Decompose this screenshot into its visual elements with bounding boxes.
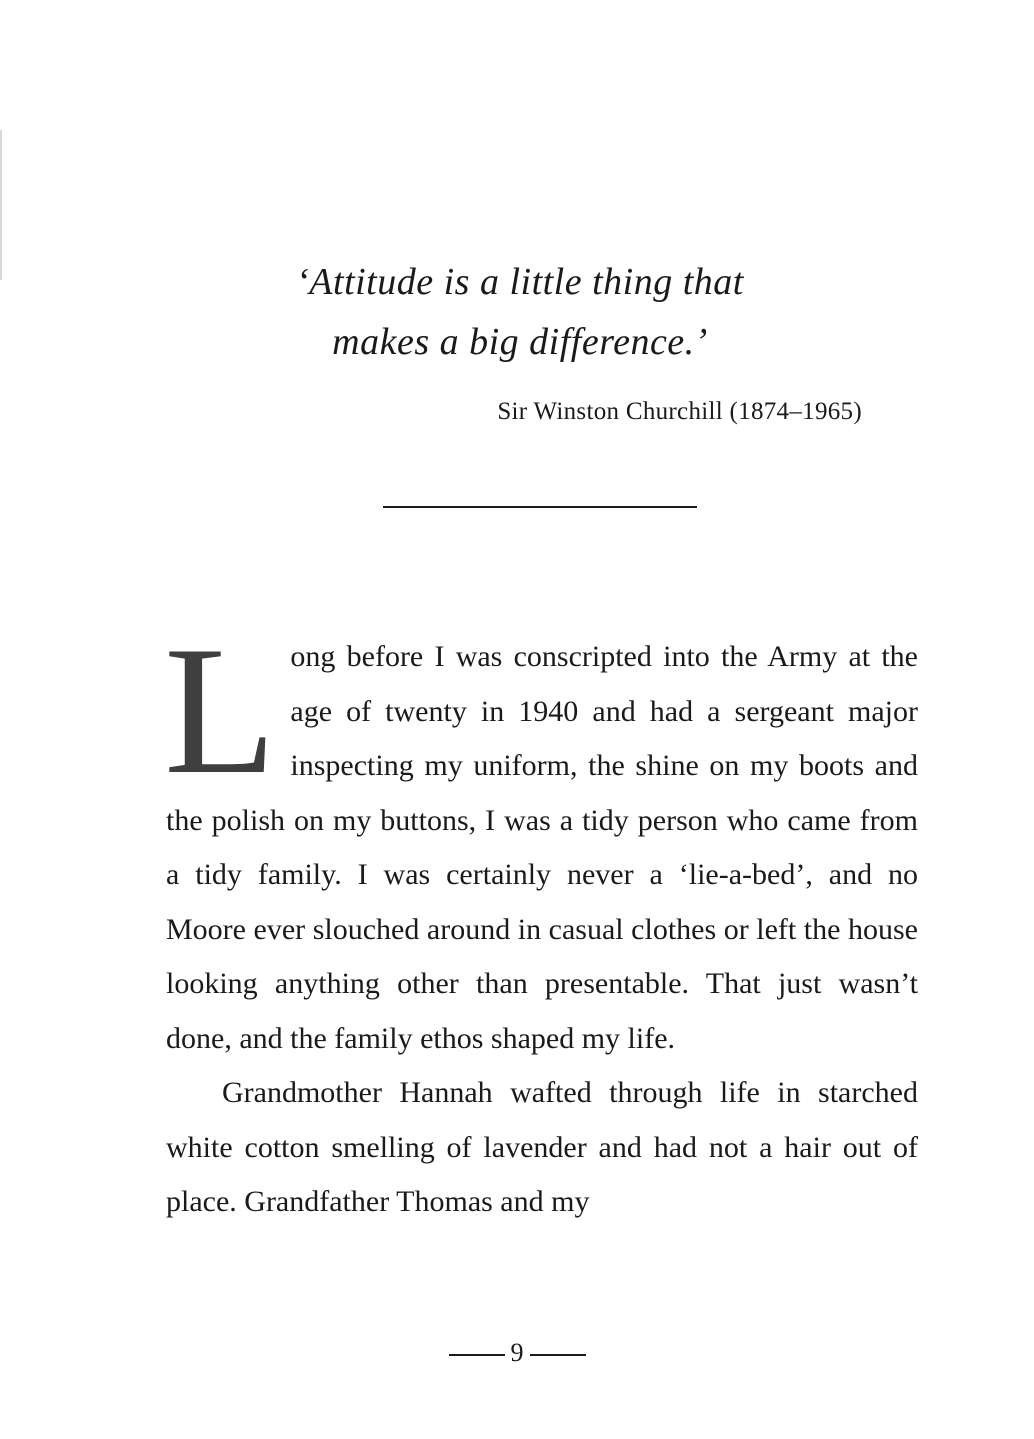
chapter-body: [164, 608, 918, 1230]
section-divider: [383, 506, 697, 508]
paragraph-1-text: ong before I was conscripted into the Army at the age of twenty in 1940 and had a sergeant major inspecting my uniform, the shine on my boots and the polish on my buttons, I was a tidy person who came from a tidy family. I was certainly never a ‘lie-a-bed’, and no Moore ever slouched around in casual clothes or left the house looking anything other than presentable. That just wasn’t done, and the family ethos shaped my life.: [166, 640, 918, 1055]
paragraph-1: [164, 608, 918, 1066]
footer-dash-right: [530, 1354, 586, 1356]
page-edge-shadow: [0, 130, 2, 280]
epigraph-line-2: makes a big difference.’: [332, 321, 708, 363]
epigraph-quote: [200, 252, 840, 372]
epigraph-attribution: Sir Winston Churchill (1874–1965): [497, 398, 862, 425]
page-footer: [0, 1338, 1034, 1368]
footer-dash-left: [449, 1354, 505, 1356]
epigraph-line-1: ‘Attitude is a little thing that: [296, 261, 744, 303]
page-number: 9: [510, 1338, 524, 1367]
drop-cap: L: [164, 608, 277, 812]
paragraph-2: Grandmother Hannah wafted through life in starched white cotton smelling of lavender and had not a hair out of place. Grandfather Thomas and my: [166, 1076, 918, 1218]
